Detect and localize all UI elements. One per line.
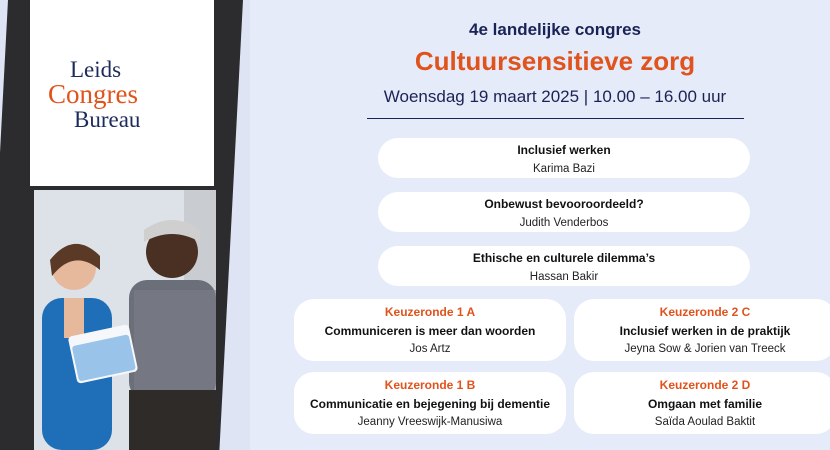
keuzeronde-card [574,372,830,434]
header-divider [367,118,744,119]
round-speaker: Jos Artz [409,343,451,355]
round-label: Keuzeronde 2 C [659,305,751,319]
round-label: Keuzeronde 1 B [384,378,476,392]
round-title: Omgaan met familie [647,397,763,411]
keuzeronde-card [294,299,566,361]
leids-congres-bureau-logo [48,58,188,131]
round-label: Keuzeronde 2 D [659,378,751,392]
session-title: Inclusief werken [517,143,611,157]
session-speaker: Judith Venderbos [519,217,609,229]
keuzeronde-card [574,299,830,361]
session-card [378,246,750,286]
session-speaker: Hassan Bakir [529,271,599,283]
logo-line-1: Leids [70,57,122,82]
nurse-and-patient-illustration [34,190,216,450]
round-title: Communiceren is meer dan woorden [324,324,536,338]
round-title: Communicatie en bejegening bij dementie [309,397,551,411]
session-speaker: Karima Bazi [533,163,595,175]
round-title: Inclusief werken in de praktijk [619,324,791,338]
round-speaker: Saïda Aoulad Baktit [654,416,756,428]
round-label: Keuzeronde 1 A [384,305,476,319]
round-speaker: Jeanny Vreeswijk-Manusiwa [357,416,503,428]
session-title: Ethische en culturele dilemma’s [472,251,656,265]
session-card [378,192,750,232]
round-speaker: Jeyna Sow & Jorien van Treeck [624,343,786,355]
event-date-time: Woensdag 19 maart 2025 | 10.00 – 16.00 uur [383,87,727,106]
logo-line-3: Bureau [74,107,141,132]
keuzeronde-card [294,372,566,434]
session-title: Onbewust bevooroordeeld? [484,197,644,211]
session-card [378,138,750,178]
care-photo [34,190,216,450]
logo-line-2: Congres [48,79,138,109]
congress-edition: 4e landelijke congres [469,20,641,39]
page-title: Cultuursensitieve zorg [414,46,696,76]
